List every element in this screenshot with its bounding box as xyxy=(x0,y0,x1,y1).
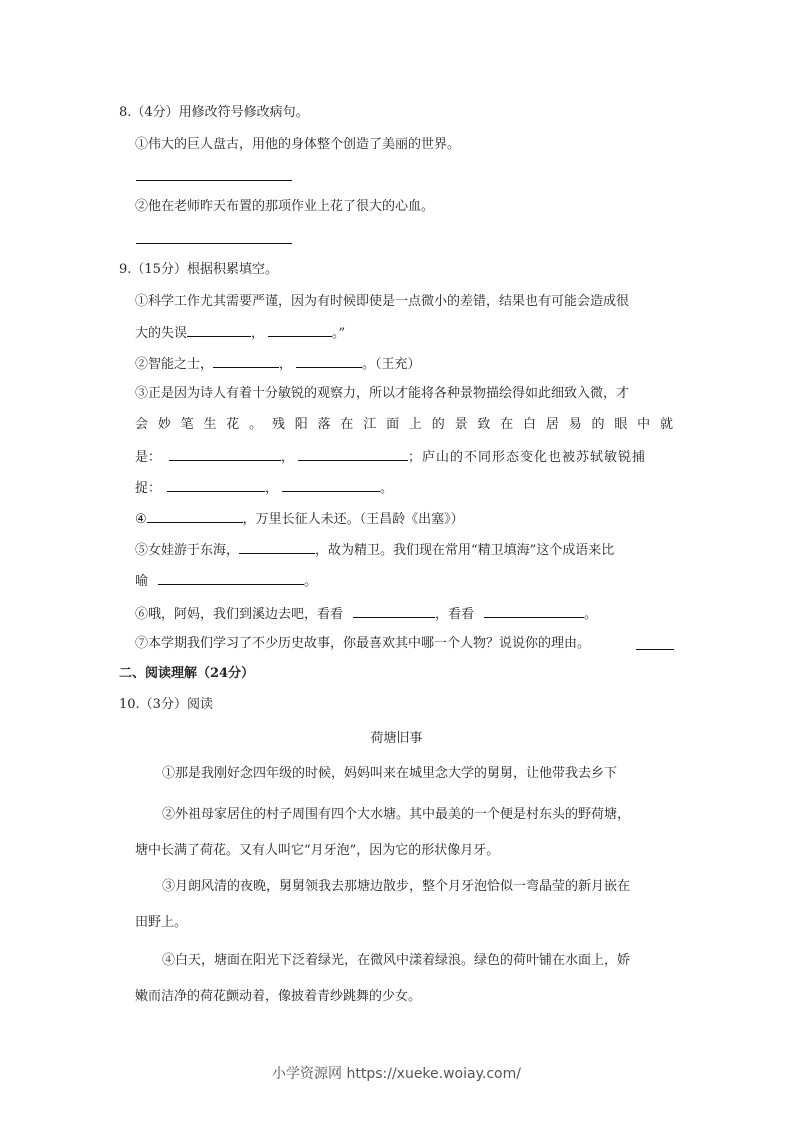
q9-item3-line4 xyxy=(135,479,393,497)
q9-item6-blank-2[interactable] xyxy=(484,605,584,618)
q9-item2-blank-1[interactable] xyxy=(213,355,279,368)
q9-item3-blank-4[interactable] xyxy=(282,479,380,492)
q9-item6 xyxy=(135,605,597,623)
comma: ， xyxy=(265,481,279,496)
q10-header: 10.（3分）阅读 xyxy=(119,697,213,712)
prefix: ④ xyxy=(135,512,147,527)
comma: ， xyxy=(281,450,295,465)
suffix: ；庐山的不同形态变化也被苏轼敏锐捕 xyxy=(408,450,647,465)
passage-paragraph-2: ②外祖母家居住的村子周围有四个大水塘。其中最美的一个便是村东头的野荷塘， xyxy=(162,807,631,822)
prefix: 喻 xyxy=(135,574,149,589)
prefix: ⑥哦，阿妈，我们到溪边去吧，看看 xyxy=(135,607,344,622)
passage-paragraph-1: ①那是我刚好念四年级的时候，妈妈叫来在城里念大学的舅舅，让他带我去乡下 xyxy=(162,766,618,781)
q9-item5-blank-2[interactable] xyxy=(158,572,304,585)
period: 。 xyxy=(380,481,394,496)
q9-item5-line1 xyxy=(135,541,614,559)
q9-item2-blank-2[interactable] xyxy=(296,355,362,368)
passage-paragraph-2-cont: 塘中长满了荷花。又有人叫它“月牙泡”，因为它的形状像月牙。 xyxy=(135,843,500,858)
q8-answer-line-1[interactable] xyxy=(136,180,292,181)
passage-paragraph-3-cont: 田野上。 xyxy=(135,915,188,930)
passage-paragraph-3: ③月朗风清的夜晚，舅舅领我去那塘边散步，整个月牙泡恰似一弯晶莹的新月嵌在 xyxy=(162,879,631,894)
q9-item3-blank-2[interactable] xyxy=(298,448,408,461)
q9-item3-line2: 会 妙 笔 生 花 。 残 阳 落 在 江 面 上 的 景 致 在 白 居 易 的 眼 中 就 xyxy=(135,417,673,432)
q9-item1-line1: ①科学工作尤其需要严谨，因为有时候即使是一点微小的差错，结果也有可能会造成很 xyxy=(135,294,630,309)
passage-paragraph-4: ④白天，塘面在阳光下泛着绿光，在微风中漾着绿浪。绿色的荷叶铺在水面上，娇 xyxy=(162,953,631,968)
prefix: 捉： xyxy=(135,481,162,496)
q9-item3-blank-3[interactable] xyxy=(167,479,265,492)
suffix: ，万里长征人未还。（王昌龄《出塞》） xyxy=(242,512,464,527)
q9-header: 9.（15分）根据积累填空。 xyxy=(119,262,278,277)
end-punct: 。” xyxy=(332,326,346,341)
comma: ， xyxy=(251,326,265,341)
q9-item2 xyxy=(135,355,421,373)
q9-item4-blank[interactable] xyxy=(147,510,243,523)
comma: ， xyxy=(279,357,293,372)
section-2-header: 二、阅读理解（24分） xyxy=(119,666,255,681)
q9-item5-line2 xyxy=(135,572,317,590)
separator: ，看看 xyxy=(435,607,475,622)
q9-item3-line1: ③正是因为诗人有着十分敏锐的观察力，所以才能将各种景物描绘得如此细致入微，才 xyxy=(135,386,630,401)
q9-item5-blank-1[interactable] xyxy=(239,541,315,554)
q9-item1-prefix: 大的失误 xyxy=(135,326,188,341)
period: 。 xyxy=(304,574,318,589)
q8-item-2: ②他在老师昨天布置的那项作业上花了很大的心血。 xyxy=(135,199,435,214)
q9-item2-prefix: ②智能之士， xyxy=(135,357,214,372)
q9-item3-line3 xyxy=(135,448,646,466)
q9-item2-source: 。（王充） xyxy=(362,357,421,372)
q9-item7: ⑦本学期我们学习了不少历史故事，你最喜欢其中哪一个人物？说说你的理由。 xyxy=(135,636,591,651)
q8-answer-line-2[interactable] xyxy=(136,243,292,244)
q9-item1-blank-1[interactable] xyxy=(187,324,251,337)
period: 。 xyxy=(584,607,598,622)
passage-paragraph-4-cont: 嫩而洁净的荷花颤动着，像披着青纱跳舞的少女。 xyxy=(135,989,422,1004)
q9-item1-line2 xyxy=(135,324,345,342)
passage-title: 荷塘旧事 xyxy=(370,731,423,746)
q9-item1-blank-2[interactable] xyxy=(268,324,332,337)
q9-item4 xyxy=(135,510,464,528)
q9-item6-blank-1[interactable] xyxy=(353,605,435,618)
suffix: ，故为精卫。我们现在常用“精卫填海”这个成语来比 xyxy=(315,543,615,558)
q8-item-1: ①伟大的巨人盘古，用他的身体整个创造了美丽的世界。 xyxy=(135,137,461,152)
q9-item7-answer-line[interactable] xyxy=(636,649,674,650)
q8-header: 8.（4分）用修改符号修改病句。 xyxy=(119,105,309,120)
prefix: ⑤女娃游于东海， xyxy=(135,543,240,558)
footer-watermark: 小学资源网 https://xueke.woiay.com/ xyxy=(272,1066,521,1082)
q9-item3-blank-1[interactable] xyxy=(169,448,281,461)
prefix: 是： xyxy=(135,450,162,465)
